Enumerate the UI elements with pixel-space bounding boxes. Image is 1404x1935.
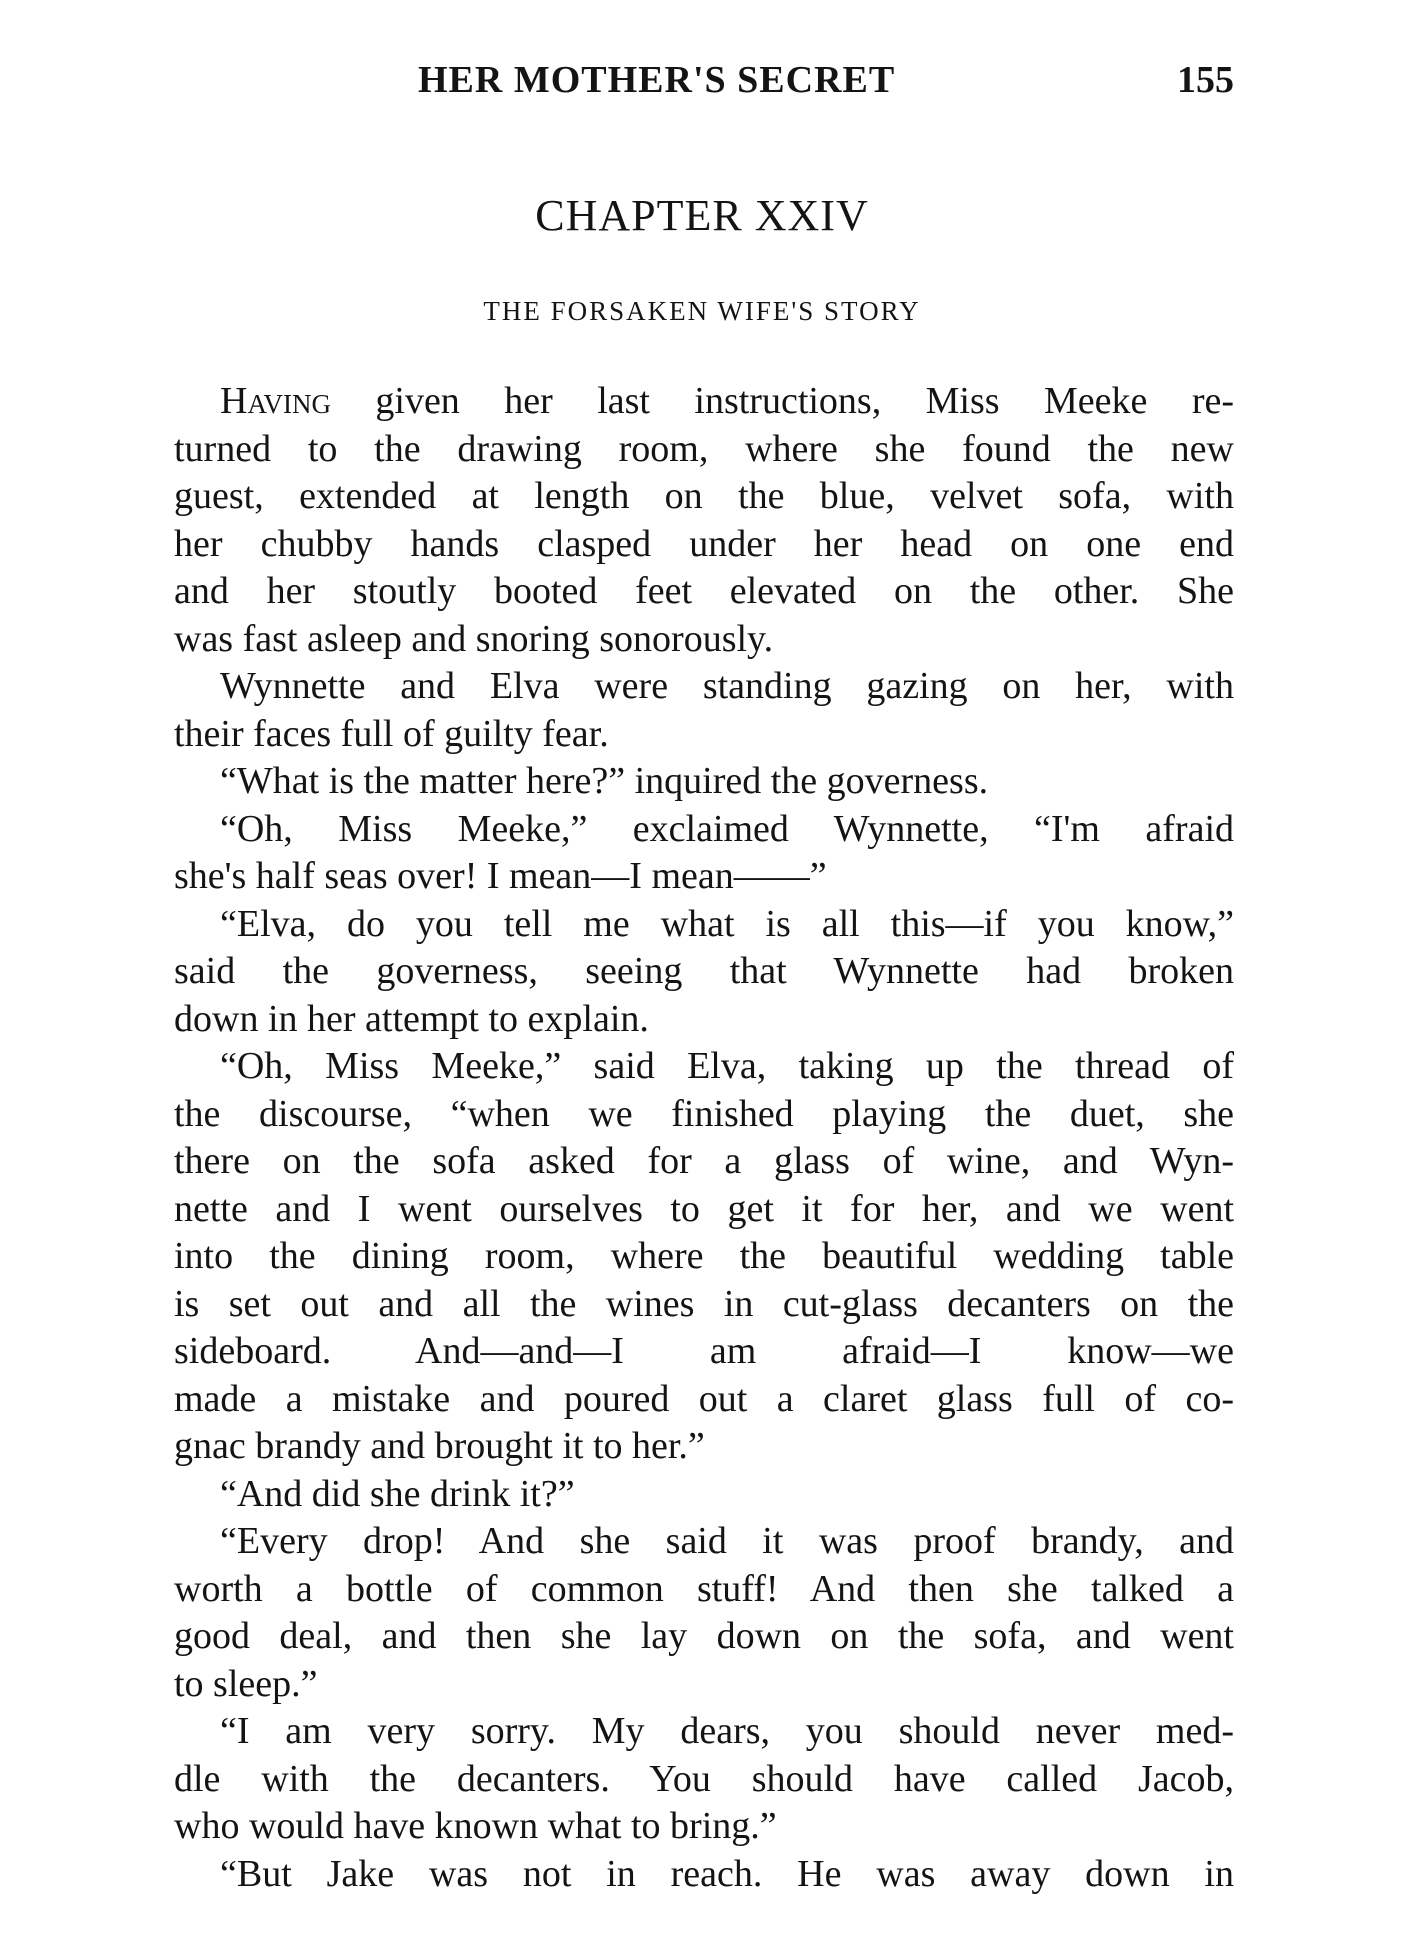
text-line: made a mistake and poured out a claret glass full of co- bbox=[174, 1377, 1234, 1420]
text-line: there on the sofa asked for a glass of wine, and Wyn- bbox=[174, 1140, 1234, 1182]
text-line: “And did she drink it?” bbox=[220, 1472, 575, 1515]
text-line: sideboard. And—and—I am afraid—I know—we bbox=[174, 1330, 1234, 1372]
text-line: good deal, and then she lay down on the sofa, and went bbox=[174, 1615, 1234, 1657]
text-line: “Every drop! And she said it was proof brandy, and bbox=[220, 1520, 1234, 1562]
text-line: nette and I went ourselves to get it for her, and we went bbox=[174, 1187, 1234, 1230]
text-line: gnac brandy and brought it to her.” bbox=[174, 1425, 705, 1467]
opening-word: Having bbox=[220, 380, 331, 422]
text-line: who would have known what to bring.” bbox=[174, 1805, 777, 1847]
text-line: guest, extended at length on the blue, velvet sofa, with bbox=[174, 475, 1234, 517]
text-line: turned to the drawing room, where she found the new bbox=[174, 427, 1234, 470]
text-line: down in her attempt to explain. bbox=[174, 997, 649, 1040]
text-line: worth a bottle of common stuff! And then she talked a bbox=[174, 1567, 1234, 1610]
text-line: “I am very sorry. My dears, you should never med- bbox=[220, 1710, 1234, 1752]
text-line: their faces full of guilty fear. bbox=[174, 712, 609, 755]
body-text bbox=[174, 378, 1234, 1898]
text-line bbox=[174, 378, 1234, 426]
text-line: Wynnette and Elva were standing gazing on her, with bbox=[220, 665, 1234, 707]
text-line: dle with the decanters. You should have called Jacob, bbox=[174, 1757, 1234, 1800]
text-line: to sleep.” bbox=[174, 1662, 318, 1705]
text-line: her chubby hands clasped under her head on one end bbox=[174, 522, 1234, 565]
text-line: “Elva, do you tell me what is all this—if you know,” bbox=[220, 902, 1234, 945]
text-line: and her stoutly booted feet elevated on the other. She bbox=[174, 570, 1234, 612]
text-line: is set out and all the wines in cut-glass decanters on the bbox=[174, 1282, 1234, 1325]
page-number: 155 bbox=[1177, 59, 1234, 101]
text-line-content: given her last instructions, Miss Meeke re- bbox=[330, 380, 1234, 422]
text-line: the discourse, “when we finished playing the duet, she bbox=[174, 1092, 1234, 1135]
chapter-subtitle: THE FORSAKEN WIFE'S STORY bbox=[483, 296, 921, 326]
text-line: said the governess, seeing that Wynnette had broken bbox=[174, 950, 1234, 992]
text-line: “But Jake was not in reach. He was away down in bbox=[220, 1852, 1234, 1895]
chapter-title: CHAPTER XXIV bbox=[535, 191, 869, 240]
text-line: “Oh, Miss Meeke,” exclaimed Wynnette, “I'm afraid bbox=[220, 807, 1234, 850]
text-line: was fast asleep and snoring sonorously. bbox=[174, 617, 774, 660]
text-line: “Oh, Miss Meeke,” said Elva, taking up the thread of bbox=[220, 1045, 1234, 1087]
text-line: she's half seas over! I mean—I mean——” bbox=[174, 855, 827, 897]
text-line: “What is the matter here?” inquired the governess. bbox=[220, 760, 989, 802]
running-header bbox=[418, 58, 1234, 110]
running-title: HER MOTHER'S SECRET bbox=[418, 59, 896, 101]
text-line: into the dining room, where the beautiful wedding table bbox=[174, 1235, 1234, 1277]
